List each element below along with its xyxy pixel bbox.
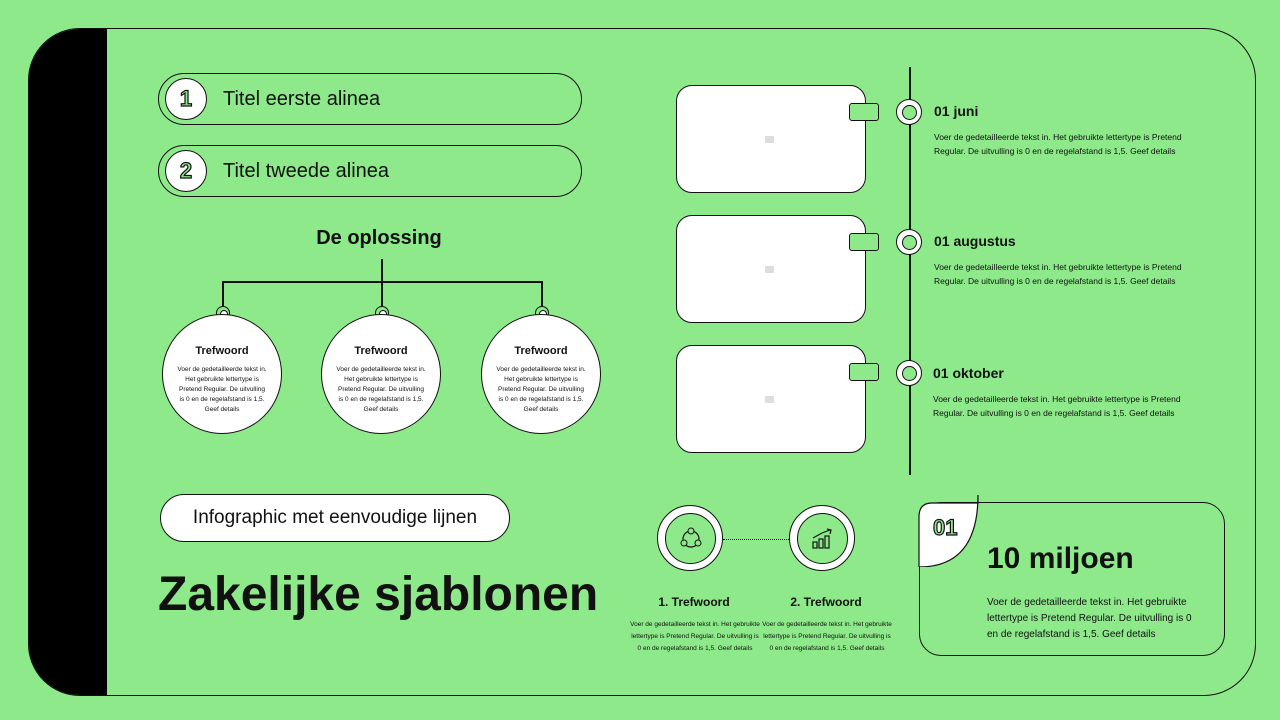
keyword-circle-3 [481, 314, 601, 434]
stat-text: Voer de gedetailleerde tekst in. Het gebruikte lettertype is Pretend Regular. De uitvulling is 0 en de regelafstand is 1,5. Geef details [987, 597, 1192, 640]
connector-tab-1 [849, 103, 879, 121]
growth-chart-icon [810, 526, 836, 552]
step-title-1: 1. Trefwoord [658, 595, 730, 609]
image-placeholder-3 [676, 345, 866, 453]
main-title: Zakelijke sjablonen [158, 568, 599, 621]
keyword-circle-1 [162, 314, 282, 434]
timeline-text-2: Voer de gedetailleerde tekst in. Het gebruikte lettertype is Pretend Regular. De uitvulling is 0 en de regelafstand is 1,5. Geef details [934, 262, 1182, 286]
slide-frame [28, 28, 1256, 696]
keyword-circle-2 [321, 314, 441, 434]
keyword-text: Voer de gedetailleerde tekst in. Het gebruikte lettertype is Pretend Regular. De uitvulling is 0 en de regelafstand is 1,5. Geef details [496, 366, 586, 413]
paragraph-title-2: Titel tweede alinea [223, 159, 390, 182]
step-text-2: Voer de gedetailleerde tekst in. Het gebruikte lettertype is Pretend Regular. De uitvulling is 0 en de regelafstand is 1,5. Geef details [762, 621, 892, 652]
connector-tab-2 [849, 233, 879, 251]
paragraph-title-pill-1 [158, 73, 582, 125]
tree-branch-1 [222, 281, 224, 307]
stat-number: 01 [933, 515, 958, 540]
left-black-bar [29, 29, 107, 695]
paragraph-title-pill-2 [158, 145, 582, 197]
connector-tab-3 [849, 363, 879, 381]
image-icon [765, 266, 774, 273]
timeline-dot-2 [896, 229, 922, 255]
step-connector [723, 539, 789, 540]
step-text-1: Voer de gedetailleerde tekst in. Het gebruikte lettertype is Pretend Regular. De uitvulling is 0 en de regelafstand is 1,5. Geef details [630, 621, 760, 652]
image-placeholder-1 [676, 85, 866, 193]
timeline-date-2: 01 augustus [934, 233, 1016, 249]
cycle-icon [678, 526, 704, 552]
keyword-title: Trefwoord [195, 345, 249, 357]
step-circle-2 [789, 505, 855, 571]
image-placeholder-2 [676, 215, 866, 323]
image-icon [765, 136, 774, 143]
keyword-text: Voer de gedetailleerde tekst in. Het gebruikte lettertype is Pretend Regular. De uitvulling is 0 en de regelafstand is 1,5. Geef details [177, 366, 267, 413]
step-circle-1 [657, 505, 723, 571]
tree-stem [381, 259, 383, 281]
tree-branch-3 [541, 281, 543, 307]
timeline-dot-1 [896, 99, 922, 125]
timeline-date-3: 01 oktober [933, 365, 1004, 381]
number-badge-2: 2 [165, 150, 207, 192]
keyword-title: Trefwoord [514, 345, 568, 357]
subtitle-pill: Infographic met eenvoudige lijnen [160, 494, 510, 542]
image-icon [765, 396, 774, 403]
paragraph-title-1: Titel eerste alinea [223, 87, 381, 110]
timeline-line [909, 67, 911, 475]
keyword-title: Trefwoord [354, 345, 408, 357]
timeline-text-1: Voer de gedetailleerde tekst in. Het gebruikte lettertype is Pretend Regular. De uitvulling is 0 en de regelafstand is 1,5. Geef details [934, 132, 1182, 156]
timeline-dot-3 [896, 360, 922, 386]
timeline-text-3: Voer de gedetailleerde tekst in. Het gebruikte lettertype is Pretend Regular. De uitvulling is 0 en de regelafstand is 1,5. Geef details [933, 394, 1181, 418]
stat-value: 10 miljoen [987, 542, 1134, 575]
tree-branch-2 [381, 281, 383, 307]
timeline-date-1: 01 juni [934, 103, 979, 119]
number-badge-1: 1 [165, 78, 207, 120]
solution-heading: De oplossing [316, 227, 442, 249]
keyword-text: Voer de gedetailleerde tekst in. Het gebruikte lettertype is Pretend Regular. De uitvulling is 0 en de regelafstand is 1,5. Geef details [336, 366, 426, 413]
step-title-2: 2. Trefwoord [790, 595, 862, 609]
